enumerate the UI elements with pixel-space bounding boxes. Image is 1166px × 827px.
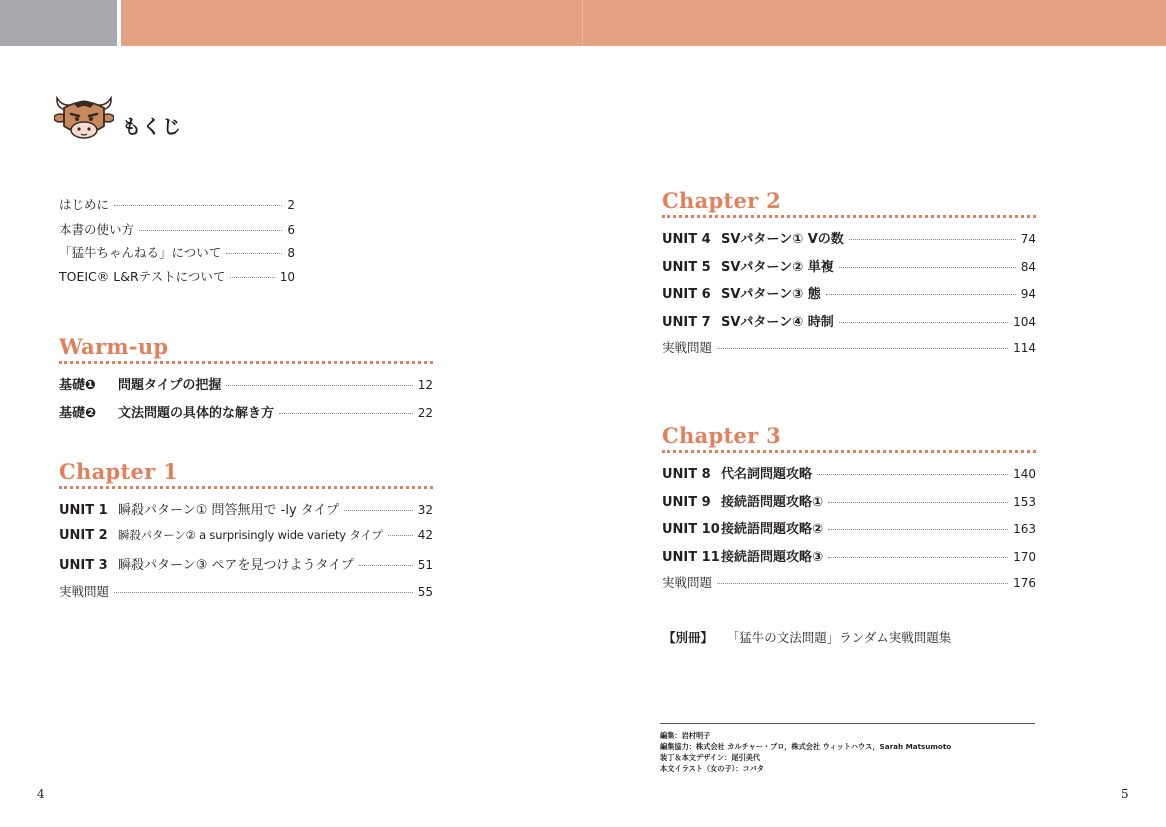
leader-dots: [279, 413, 413, 414]
chapter3-title: Chapter 3: [662, 423, 782, 448]
leader-dots: [139, 230, 282, 231]
leader-dots: [359, 565, 413, 566]
header-gray-bar: [0, 0, 117, 46]
chapter1-title: Chapter 1: [59, 459, 179, 484]
credit-line: 編集協力：株式会社 カルチャー・プロ，株式会社 ウィットハウス，Sarah Matsumoto: [660, 742, 952, 751]
credits-divider: [660, 723, 1035, 724]
toc-entry[interactable]: 実戦問題 55: [59, 584, 433, 599]
toc-entry[interactable]: UNIT 10 接続語問題攻略② 163: [662, 522, 1036, 537]
toc-entry[interactable]: 実戦問題 114: [662, 340, 1036, 355]
toc-entry[interactable]: UNIT 9 接続語問題攻略① 153: [662, 495, 1036, 510]
leader-dots: [717, 583, 1008, 584]
toc-entry[interactable]: TOEIC® L&Rテストについて 10: [59, 269, 295, 284]
toc-entry[interactable]: 「猛牛ちゃんねる」について 8: [59, 245, 295, 260]
toc-entry[interactable]: UNIT 1 瞬殺パターン① 問答無用で -ly タイプ 32: [59, 503, 433, 518]
leader-dots: [114, 205, 282, 206]
toc-entry[interactable]: 基礎❶ 問題タイプの把握 12: [59, 378, 433, 393]
spine-divider: [582, 0, 583, 46]
page-number-left: 4: [37, 787, 45, 801]
toc-entry[interactable]: UNIT 8 代名詞問題攻略 140: [662, 467, 1036, 482]
leader-dots: [839, 267, 1016, 268]
toc-heading: もくじ: [122, 116, 183, 138]
toc-entry[interactable]: 本書の使い方 6: [59, 222, 295, 237]
page-number-right: 5: [1121, 787, 1129, 801]
toc-entry[interactable]: UNIT 6 SVパターン③ 態 94: [662, 287, 1036, 302]
warmup-title: Warm-up: [59, 334, 169, 359]
chapter2-title: Chapter 2: [662, 188, 782, 213]
toc-entry[interactable]: UNIT 7 SVパターン④ 時制 104: [662, 315, 1036, 330]
credit-line: 装丁＆本文デザイン：尾引美代: [660, 753, 761, 762]
leader-dots: [388, 535, 413, 536]
toc-entry[interactable]: UNIT 3 瞬殺パターン③ ペアを見つけようタイプ 51: [59, 558, 433, 573]
leader-dots: [226, 253, 282, 254]
supplement-title: 「猛牛の文法問題」ランダム実戦問題集: [733, 630, 952, 645]
credit-line: 本文イラスト（女の子）：コバタ: [660, 764, 764, 773]
leader-dots: [828, 502, 1008, 503]
bull-mascot-icon: [54, 92, 114, 144]
toc-entry[interactable]: 基礎❷ 文法問題の具体的な解き方 22: [59, 406, 433, 421]
credits: [660, 730, 951, 774]
leader-dots: [226, 385, 412, 386]
leader-dots: [849, 239, 1016, 240]
chapter1-rule: [59, 486, 433, 489]
credit-line: 編集：岩村明子: [660, 731, 711, 740]
leader-dots: [230, 277, 274, 278]
toc-entry[interactable]: 実戦問題 176: [662, 575, 1036, 590]
toc-entry[interactable]: UNIT 5 SVパターン② 単複 84: [662, 260, 1036, 275]
leader-dots: [817, 474, 1008, 475]
warmup-rule: [59, 361, 433, 364]
leader-dots: [344, 510, 413, 511]
toc-entry[interactable]: UNIT 2 瞬殺パターン② a surprisingly wide variety タイプ 42: [59, 528, 433, 543]
chapter2-rule: [662, 215, 1036, 218]
leader-dots: [839, 322, 1008, 323]
toc-entry[interactable]: UNIT 4 SVパターン① Vの数 74: [662, 232, 1036, 247]
toc-entry[interactable]: UNIT 11 接続語問題攻略③ 170: [662, 550, 1036, 565]
supplement-entry[interactable]: [663, 628, 951, 646]
leader-dots: [826, 294, 1016, 295]
header-orange-bar: [121, 0, 1166, 46]
leader-dots: [828, 557, 1008, 558]
chapter3-rule: [662, 450, 1036, 453]
supplement-tag: 【別冊】: [663, 630, 714, 645]
leader-dots: [717, 348, 1008, 349]
leader-dots: [114, 592, 413, 593]
toc-entry[interactable]: はじめに 2: [59, 197, 295, 212]
leader-dots: [828, 529, 1008, 530]
